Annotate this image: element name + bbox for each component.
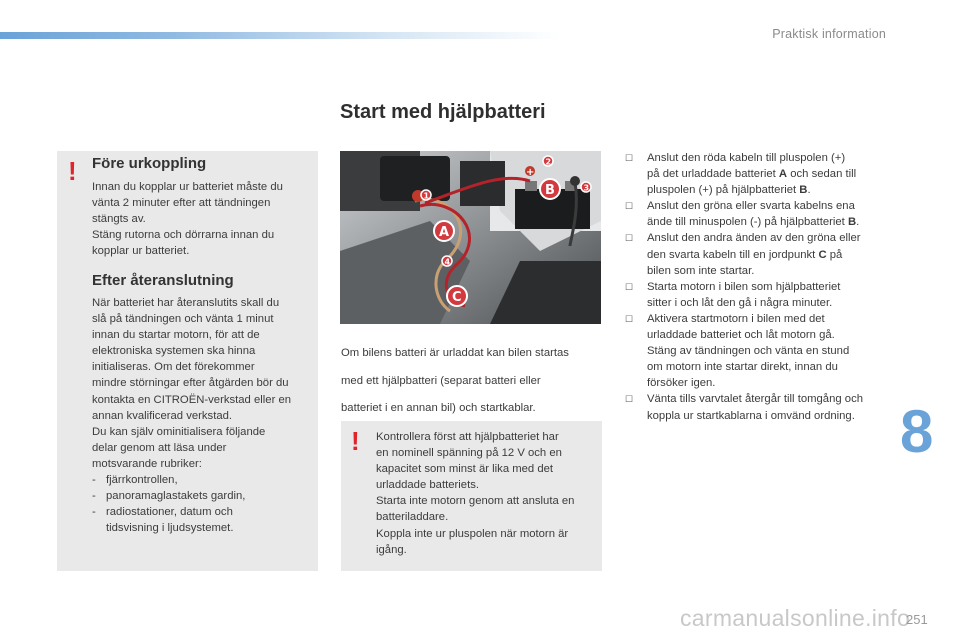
note-text-line: urladdade batteriets.	[376, 479, 479, 492]
after-text-line: delar genom att läsa under	[92, 441, 227, 454]
step-item	[625, 391, 895, 423]
after-text-line: När batteriet har återanslutits skall du	[92, 297, 280, 309]
note-text-line: Kontrollera först att hjälpbatteriet har	[376, 431, 559, 443]
after-bullet-item	[92, 472, 316, 488]
caption-line: Om bilens batteri är urladdat kan bilen startas	[341, 347, 569, 360]
bullet-text: panoramaglastakets gardin,	[106, 490, 246, 503]
section-label: Praktisk information	[772, 27, 886, 41]
after-text	[92, 295, 316, 536]
after-text-line: initialiseras. Om det förekommer	[92, 361, 255, 374]
step-marker-icon: ☐	[625, 394, 634, 405]
label-2: 2	[545, 157, 552, 167]
bullet-dash: -	[92, 474, 96, 487]
before-heading: Före urkoppling	[92, 155, 207, 172]
warning-icon: !	[68, 156, 77, 186]
label-4: 4	[444, 257, 451, 267]
note-text	[376, 429, 598, 558]
label-A: A	[439, 225, 450, 240]
step-text: Anslut den röda kabeln till pluspolen (+) på det urladdade batteriet A och sedan till pluspolen (+) på hjälpbatteriet B.	[647, 152, 857, 197]
before-text-line: Innan du kopplar ur batteriet måste du	[92, 181, 283, 193]
note-text-line: Koppla inte ur pluspolen när motorn är	[376, 527, 569, 540]
step-item	[625, 150, 895, 198]
step-text: Anslut den gröna eller svarta kabelns ena ände till minuspolen (-) på hjälpbatteriet B.	[647, 200, 860, 229]
step-marker-icon: ☐	[625, 201, 634, 212]
note-text-line: igång.	[376, 543, 407, 556]
step-marker-icon: ☐	[625, 233, 634, 244]
label-3: 3	[583, 183, 590, 193]
step-item	[625, 279, 895, 311]
instruction-steps	[625, 150, 895, 424]
bullet-dash: -	[92, 490, 96, 503]
engine-bay-illustration	[340, 151, 601, 324]
step-text: Vänta tills varvtalet återgår till tomgång och koppla ur startkablarna i omvänd ordning.	[647, 393, 864, 422]
step-item	[625, 311, 895, 391]
bullet-dash: -	[92, 506, 96, 519]
label-1: 1	[423, 191, 430, 201]
caption-line: batteriet i en annan bil) och startkablar.	[341, 401, 536, 414]
after-text-line: elektroniska systemen ska hinna	[92, 345, 256, 358]
bullet-text: fjärrkontrollen,	[106, 474, 178, 487]
step-text: Aktivera startmotorn i bilen med det urladdade batteriet och låt motorn gå. Stäng av tändningen och vänta en stund om motorn inte startar direkt, innan du försöker igen.	[647, 312, 850, 390]
before-text-line: Stäng rutorna och dörrarna innan du	[92, 229, 275, 242]
header-accent-bar	[0, 32, 560, 39]
before-text-line: vänta 2 minuter efter att tändningen	[92, 197, 271, 210]
before-text-line: kopplar ur batteriet.	[92, 245, 190, 258]
svg-text:+: +	[526, 167, 535, 178]
step-text: Starta motorn i bilen som hjälpbatteriet sitter i och låt den gå i några minuter.	[647, 280, 841, 309]
after-text-line: annan kvalificerad verkstad.	[92, 409, 233, 422]
after-text-line: innan du startar motorn, för att de	[92, 329, 260, 342]
step-item	[625, 230, 895, 278]
chapter-number: 8	[900, 398, 934, 465]
note-text-line: en nominell spänning på 12 V och en	[376, 447, 562, 460]
label-B: B	[545, 183, 555, 198]
note-text-line: batteriladdare.	[376, 511, 449, 524]
caption-line: med ett hjälpbatteri (separat batteri eller	[341, 374, 541, 387]
page-number: 251	[906, 612, 928, 627]
after-text-line: slå på tändningen och vänta 1 minut	[92, 313, 274, 326]
after-text-line: mindre störningar efter åtgärden bör du	[92, 377, 289, 390]
before-text	[92, 179, 314, 259]
after-bullet-item	[92, 504, 316, 536]
after-text-line: motsvarande rubriker:	[92, 457, 202, 470]
label-C: C	[452, 290, 462, 305]
step-marker-icon: ☐	[625, 313, 634, 324]
note-text-line: kapacitet som minst är lika med det	[376, 463, 554, 476]
photo-caption	[341, 334, 603, 427]
page-title: Start med hjälpbatteri	[340, 101, 546, 123]
step-marker-icon: ☐	[625, 281, 634, 292]
jump-start-photo	[340, 151, 601, 324]
after-heading: Efter återanslutning	[92, 272, 234, 289]
step-item	[625, 198, 895, 230]
watermark: carmanualsonline.info	[680, 605, 911, 631]
after-text-line: kontakta en CITROËN-verkstad eller en	[92, 393, 292, 406]
note-warning-icon: !	[351, 426, 360, 456]
note-text-line: Starta inte motorn genom att ansluta en	[376, 495, 575, 508]
after-text-line: Du kan själv ominitialisera följande	[92, 425, 266, 438]
bullet-text: radiostationer, datum och tidsvisning i ljudsystemet.	[106, 506, 234, 535]
before-text-line: stängts av.	[92, 213, 146, 226]
after-bullet-item	[92, 488, 316, 504]
step-text: Anslut den andra änden av den gröna eller den svarta kabeln till en jordpunkt C på bilen som inte startar.	[647, 232, 861, 277]
step-marker-icon: ☐	[625, 153, 634, 163]
